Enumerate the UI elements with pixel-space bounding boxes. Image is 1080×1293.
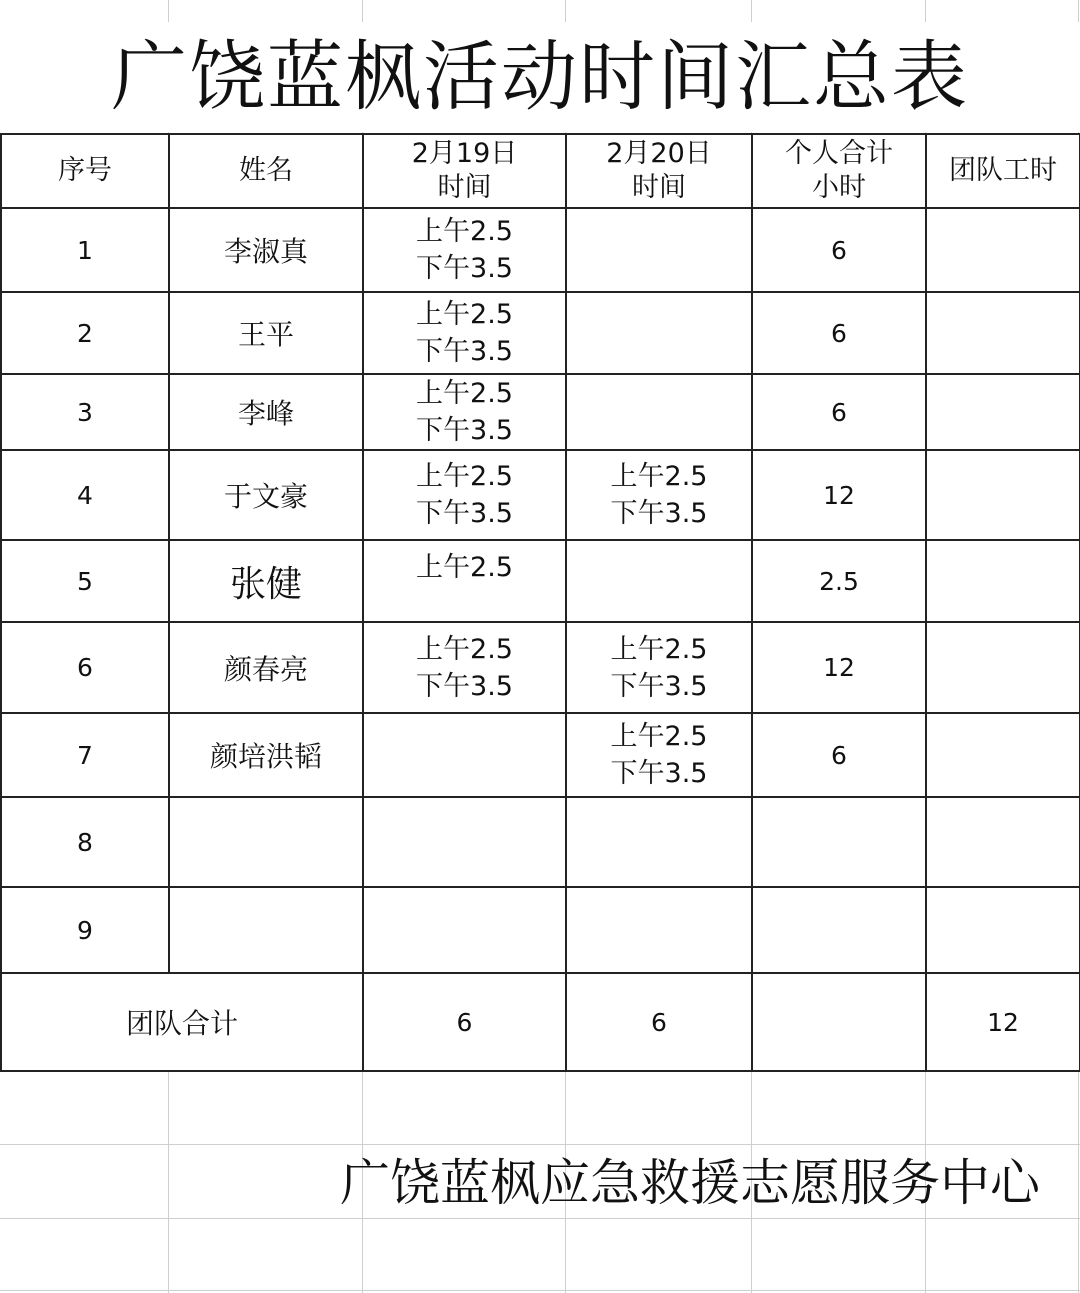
header-name: 姓名 [169, 134, 363, 208]
totals-day1[interactable]: 6 [363, 973, 566, 1071]
cell-index[interactable]: 9 [1, 887, 169, 973]
cell-day2[interactable] [566, 622, 752, 713]
cell-day2[interactable] [566, 713, 752, 797]
time-entry: 上午2.5 [416, 299, 513, 330]
page-title: 广饶蓝枫活动时间汇总表 [0, 22, 1080, 132]
cell-day1[interactable] [363, 713, 566, 797]
cell-name[interactable]: 李淑真 [169, 208, 363, 292]
cell-day2[interactable] [566, 540, 752, 622]
cell-index[interactable]: 6 [1, 622, 169, 713]
header-personal-total-line2: 小时 [812, 172, 866, 203]
time-entry: 下午3.5 [416, 670, 513, 702]
cell-day1[interactable] [363, 208, 566, 292]
header-day2-label: 时间 [632, 172, 686, 203]
time-entry: 上午2.5 [610, 721, 708, 752]
time-entry: 下午3.5 [416, 498, 513, 529]
cell-index[interactable]: 2 [1, 292, 169, 374]
table-row [1, 374, 1080, 450]
cell-day2[interactable] [566, 450, 752, 540]
cell-team-hours[interactable] [926, 208, 1080, 292]
cell-personal-total[interactable]: 6 [752, 208, 926, 292]
time-entry: 下午3.5 [416, 415, 513, 446]
table-row [1, 797, 1080, 887]
cell-personal-total[interactable]: 6 [752, 292, 926, 374]
cell-day1[interactable] [363, 374, 566, 450]
table-row [1, 713, 1080, 797]
cell-personal-total[interactable]: 6 [752, 713, 926, 797]
cell-day2[interactable] [566, 887, 752, 973]
gridline [0, 1144, 1080, 1145]
header-day1-label: 时间 [437, 172, 492, 203]
table-row [1, 208, 1080, 292]
table-row [1, 540, 1080, 622]
cell-team-hours[interactable] [926, 292, 1080, 374]
time-entry: 上午2.5 [416, 216, 513, 247]
cell-personal-total[interactable]: 6 [752, 374, 926, 450]
cell-name[interactable]: 王平 [169, 292, 363, 374]
cell-index[interactable]: 7 [1, 713, 169, 797]
totals-row [1, 973, 1080, 1071]
totals-day2[interactable]: 6 [566, 973, 752, 1071]
header-day2-date: 2月20日 [606, 138, 712, 169]
cell-day1[interactable] [363, 797, 566, 887]
cell-day2[interactable] [566, 797, 752, 887]
cell-day2[interactable] [566, 208, 752, 292]
gridline [0, 1290, 1080, 1291]
cell-personal-total[interactable] [752, 887, 926, 973]
cell-day1[interactable] [363, 622, 566, 713]
activity-hours-table [0, 133, 1080, 1072]
time-entry: 上午2.5 [416, 378, 513, 409]
time-entry: 下午3.5 [610, 670, 708, 702]
cell-day2[interactable] [566, 292, 752, 374]
header-personal-total [752, 134, 926, 208]
cell-name[interactable] [169, 887, 363, 973]
cell-name[interactable] [169, 797, 363, 887]
cell-personal-total[interactable] [752, 797, 926, 887]
table-row [1, 887, 1080, 973]
cell-team-hours[interactable] [926, 797, 1080, 887]
cell-personal-total[interactable]: 12 [752, 450, 926, 540]
cell-team-hours[interactable] [926, 374, 1080, 450]
table-row [1, 450, 1080, 540]
totals-label[interactable]: 团队合计 [1, 973, 363, 1071]
time-entry: 上午2.5 [416, 633, 513, 665]
table-row [1, 292, 1080, 374]
header-personal-total-line1: 个人合计 [785, 138, 893, 169]
cell-day1[interactable] [363, 292, 566, 374]
cell-name[interactable]: 颜培洪韬 [169, 713, 363, 797]
cell-personal-total[interactable]: 2.5 [752, 540, 926, 622]
time-entry: 下午3.5 [416, 253, 513, 284]
cell-personal-total[interactable]: 12 [752, 622, 926, 713]
cell-day1[interactable] [363, 540, 566, 622]
organization-footer: 广饶蓝枫应急救援志愿服务中心 [340, 1154, 1040, 1212]
cell-team-hours[interactable] [926, 887, 1080, 973]
cell-name[interactable]: 李峰 [169, 374, 363, 450]
time-entry: 上午2.5 [610, 633, 708, 665]
header-index: 序号 [1, 134, 169, 208]
header-row [1, 134, 1080, 208]
totals-team-hours[interactable]: 12 [926, 973, 1080, 1071]
cell-day1[interactable] [363, 887, 566, 973]
header-day1 [363, 134, 566, 208]
time-entry: 上午2.5 [610, 461, 708, 492]
cell-team-hours[interactable] [926, 622, 1080, 713]
cell-day1[interactable] [363, 450, 566, 540]
totals-personal[interactable] [752, 973, 926, 1071]
cell-index[interactable]: 5 [1, 540, 169, 622]
cell-team-hours[interactable] [926, 540, 1080, 622]
cell-index[interactable]: 3 [1, 374, 169, 450]
cell-team-hours[interactable] [926, 713, 1080, 797]
cell-index[interactable]: 1 [1, 208, 169, 292]
cell-index[interactable]: 4 [1, 450, 169, 540]
cell-day2[interactable] [566, 374, 752, 450]
cell-index[interactable]: 8 [1, 797, 169, 887]
time-entry: 上午2.5 [416, 461, 513, 492]
cell-name[interactable]: 张健 [169, 540, 363, 622]
table-row [1, 622, 1080, 713]
cell-name[interactable]: 于文豪 [169, 450, 363, 540]
cell-name[interactable]: 颜春亮 [169, 622, 363, 713]
header-day1-date: 2月19日 [411, 138, 518, 169]
time-entry: 下午3.5 [416, 336, 513, 367]
time-entry: 下午3.5 [610, 758, 708, 789]
header-day2 [566, 134, 752, 208]
header-team-hours: 团队工时 [926, 134, 1080, 208]
time-entry: 上午2.5 [416, 552, 513, 583]
time-entry: 下午3.5 [610, 498, 708, 529]
cell-team-hours[interactable] [926, 450, 1080, 540]
